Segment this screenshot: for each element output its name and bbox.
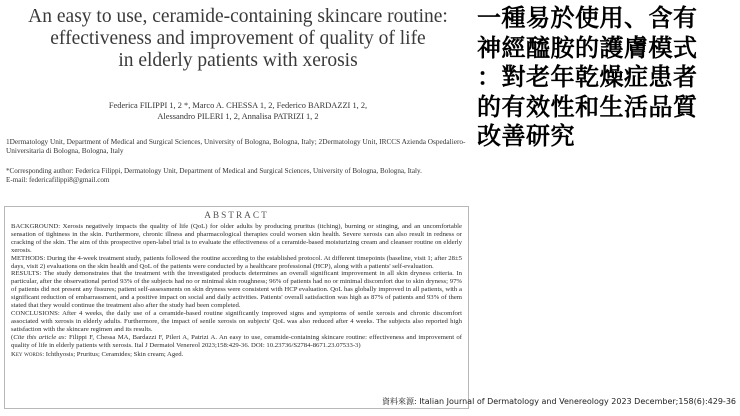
keywords-label: Key words: [11, 350, 45, 358]
background-text: Xerosis negatively impacts the quality of life (QoL) for older adults by producing pruritus (itching), burning or stinging, and an uncomfortable sensation of tightness in the skin. Furthermore, chronic illness and pharmacological therapies could worsen skin health. Severe xerosis can also result in redness or cracking of the skin. The aim of this prospective open-label trial is to evaluate the effectiveness of a ceramide-based moisturizing cream and cleanser routine on elderly xerosis. [11, 223, 463, 254]
corresponding-author [6, 167, 472, 185]
keywords-text: Ichthyosis; Pruritus; Ceramides; Skin cream; Aged. [45, 350, 184, 358]
abstract-heading: ABSTRACT [204, 211, 269, 221]
abstract-box [4, 206, 469, 409]
chinese-title-line: ：對老年乾燥症患者 [477, 63, 698, 91]
chinese-title [477, 4, 739, 152]
methods-label: METHODS: [11, 254, 46, 262]
paper-title-line: An easy to use, ceramide-containing skincare routine: [28, 6, 448, 27]
abstract-conclusions [11, 310, 462, 334]
abstract-keywords [11, 351, 462, 359]
abstract-methods [11, 255, 462, 271]
paper-title [0, 6, 476, 72]
chinese-title-line: 改善研究 [477, 122, 575, 150]
abstract-citation: (Cite this article as: Filippi F, Chessa MA, Bardazzi F, Pileri A, Patrizi A. An easy to use, ceramide-containing skincare routine: effectiveness and improvement of quality of life in elderly patients with xerosis. Ital J Dermatol Venereol 2023;158:429-36. DOI: 10.23736/S2784-8671.23.07533-3) [11, 333, 463, 349]
affiliations: 1Dermatology Unit, Department of Medical and Surgical Sciences, University of Bologna, Bologna, Italy; 2Dermatology Unit, IRCCS Azienda Ospedaliero-Universitaria di Bologna, Bologna, Italy [6, 137, 466, 156]
paper-title-line: effectiveness and improvement of quality of life [50, 28, 426, 49]
abstract-background [11, 223, 462, 255]
background-label: BACKGROUND: [11, 223, 61, 230]
results-text: The study demonstrates that the treatment with the investigated products determines an overall significant improvement in all skin dryness criteria. In particular, after the observational period 93% of the subjects had no or minimal skin roughness; 96% of patients had no or minimal discomfort due to skin dryness; 97% of patients did not present any fissures; patient self-assessments on skin dryness were consistent with HCP evaluation. QoL has globally improved in all patients, with a significant reduction of embarrassment, and a positive impact on social and daily activities. Patients' overall satisfaction was high as 87% of patients and 93% of them stated that they would continue the treatment also after the study had been completed. [11, 270, 462, 310]
paper-title-line: in elderly patients with xerosis [118, 50, 358, 71]
abstract-results [11, 270, 462, 310]
cite-text: Filippi F, Chessa MA, Bardazzi F, Pileri A, Patrizi A. An easy to use, ceramide-containing skincare routine: effectiveness and improvement of quality of life in elderly patients with xerosis. Ital J Dermatol Venereol 2023;158:429-36. DOI: 10.23736/S2784-8671.23.07533-3) [11, 333, 463, 349]
chinese-title-line: 神經醯胺的護膚模式 [477, 33, 698, 62]
methods-text: During the 4-week treatment study, patients followed the routine according to the established protocol. At different timepoints (baseline, visit 1; after 28±5 days, visit 2) evaluations on the skin health and QoL of the patients were conducted by a healthcare professional (HCP), along with a patients' self-evaluation. [11, 254, 462, 270]
conclusions-label: CONCLUSIONS: [11, 309, 60, 317]
corresponding-email: E-mail: federicafilippi8@gmail.com [6, 176, 110, 184]
author-list [0, 100, 476, 122]
source-citation: 資料來源: Italian Journal of Dermatology and Venereology 2023 December;158(6):429-36 [382, 397, 736, 406]
chinese-title-line: 的有效性和生活品質 [477, 92, 698, 121]
conclusions-text: After 4 weeks, the daily use of a ceramide-based routine significantly improved signs and symptoms of senile xerosis and chronic discomfort associated with xerosis in elderly adults. Furthermore, the impact of senile xerosis on subjects' QoL was also reduced after 4 weeks. The subjects also reported high satisfaction with the skincare regimen and its results. [11, 309, 462, 333]
results-label: RESULTS: [11, 270, 42, 278]
authors-line-2: Alessandro PILERI 1, 2, Annalisa PATRIZI 1, 2 [157, 112, 319, 121]
corresponding-author-line: *Corresponding author: Federica Filippi, Dermatology Unit, Department of Medical and Surgical Sciences, University of Bologna, Bologna, Italy. [6, 167, 422, 175]
chinese-title-line: 一種易於使用、含有 [477, 4, 698, 32]
cite-label: Cite this article as: [13, 333, 67, 341]
authors-line-1: Federica FILIPPI 1, 2 *, Marco A. CHESSA 1, 2, Federico BARDAZZI 1, 2, [108, 101, 368, 110]
